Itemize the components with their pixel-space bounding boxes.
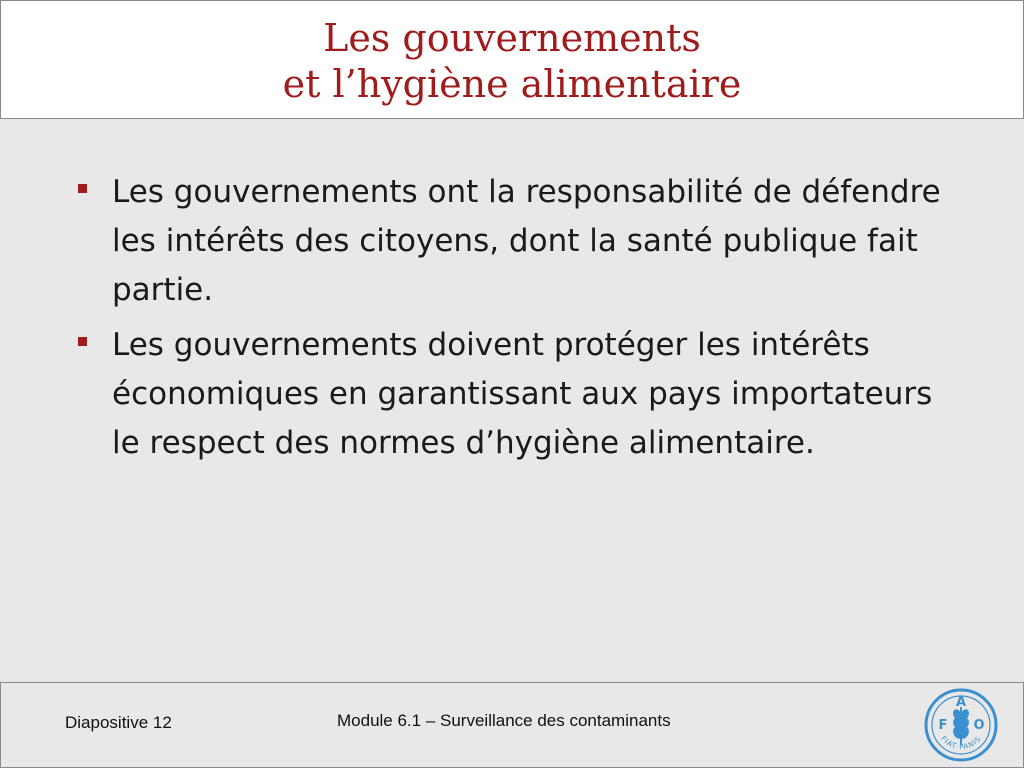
- bullet-list: [74, 168, 964, 474]
- footer: [0, 682, 1024, 768]
- square-bullet-icon: [78, 337, 87, 346]
- slide-title-line-2: et l’hygiène alimentaire: [282, 62, 742, 106]
- bullet-item: [74, 321, 964, 468]
- logo-letter-o: O: [973, 718, 985, 733]
- bullet-text: Les gouvernements doivent protéger les intérêts économiques en garantissant aux pays importateurs le respect des normes d’hygiène alimentaire.: [112, 327, 933, 461]
- logo-motto: FIAT PANIS: [939, 734, 983, 752]
- bullet-text: Les gouvernements ont la responsabilité de défendre les intérêts des citoyens, dont la santé publique fait partie.: [112, 174, 941, 308]
- module-label: Module 6.1 – Surveillance des contaminants: [337, 711, 671, 730]
- slide-number: Diapositive 12: [65, 713, 172, 732]
- title-box: [0, 0, 1024, 119]
- square-bullet-icon: [78, 184, 87, 193]
- bullet-item: [74, 168, 964, 315]
- fao-logo-icon: [923, 687, 999, 763]
- logo-letter-f: F: [938, 718, 948, 733]
- slide-title-line-1: Les gouvernements: [323, 16, 701, 60]
- logo-letter-a: A: [955, 695, 967, 710]
